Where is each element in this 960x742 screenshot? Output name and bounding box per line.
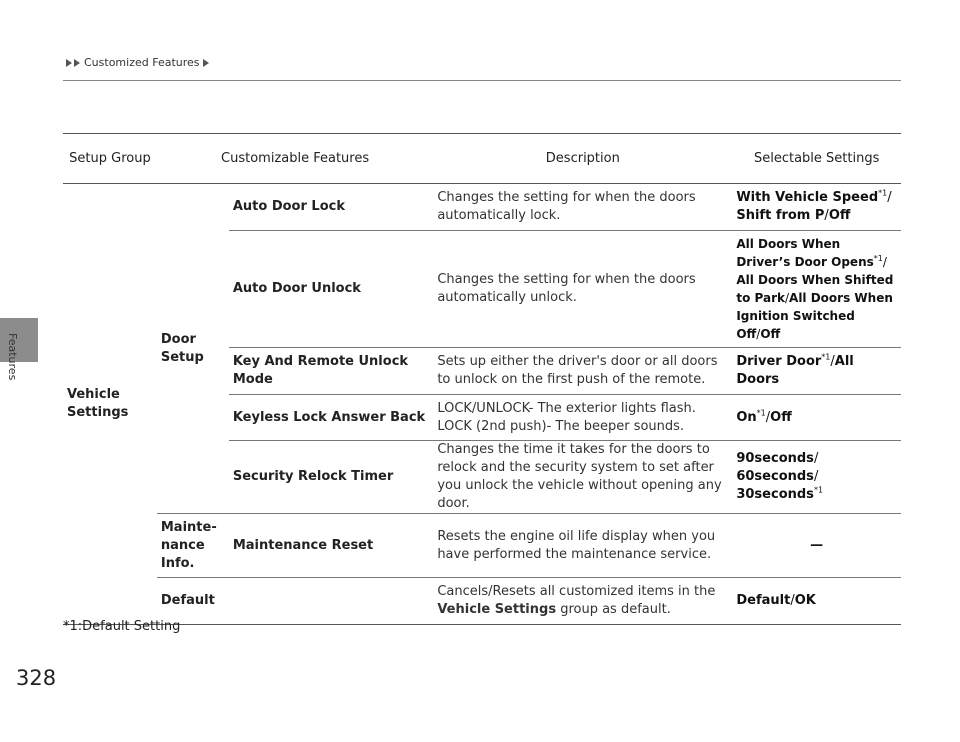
feature-settings: All Doors When Driver’s Door Opens$^{*1}$/ All Doors When Shifted to Park/All Doors When Ignition Switched Off/Off: [732, 231, 901, 348]
feature-name: Keyless Lock Answer Back: [229, 395, 433, 441]
feature-settings: With Vehicle Speed$^{*1}$/ Shift from P/Off: [732, 184, 901, 231]
header-rule: [63, 80, 901, 81]
feature-description: Changes the setting for when the doors automatically unlock.: [433, 231, 732, 348]
feature-settings: Driver Door$^{*1}$/All Doors: [732, 348, 901, 395]
feature-settings: 90seconds/ 60seconds/ 30seconds$^{*1}$: [732, 441, 901, 514]
header-description: Description: [433, 134, 732, 184]
section-label: Features: [6, 333, 19, 381]
feature-description: LOCK/UNLOCK- The exterior lights flash. LOCK (2nd push)- The beeper sounds.: [433, 395, 732, 441]
feature-settings: —: [732, 514, 901, 578]
feature-name: Maintenance Reset: [229, 514, 433, 578]
feature-name: [229, 578, 433, 625]
page-number: 328: [16, 666, 57, 690]
triangle-right-icon: [203, 59, 209, 67]
feature-description: Resets the engine oil life display when you have performed the maintenance service.: [433, 514, 732, 578]
feature-description: Sets up either the driver's door or all doors to unlock on the first push of the remote.: [433, 348, 732, 395]
feature-name: Key And Remote Unlock Mode: [229, 348, 433, 395]
footnote: *1:Default Setting: [63, 619, 181, 634]
header-setup-group: Setup Group: [63, 134, 157, 184]
triangle-right-icon: [74, 59, 80, 67]
feature-description: Changes the time it takes for the doors to relock and the security system to set after you unlock the vehicle without opening any door.: [433, 441, 732, 514]
feature-description: Changes the setting for when the doors automatically lock.: [433, 184, 732, 231]
triangle-right-icon: [66, 59, 72, 67]
feature-description: Cancels/Resets all customized items in the Vehicle Settings group as default.: [433, 578, 732, 625]
subgroup-maintenance-info: Mainte- nance Info.: [157, 514, 229, 578]
feature-settings: Default/OK: [732, 578, 901, 625]
subgroup-default: Default: [157, 578, 229, 625]
header-selectable-settings: Selectable Settings: [732, 134, 901, 184]
subgroup-door-setup: Door Setup: [157, 184, 229, 514]
feature-settings: On$^{*1}$/Off: [732, 395, 901, 441]
customized-features-table: [63, 133, 901, 625]
feature-name: Auto Door Lock: [229, 184, 433, 231]
breadcrumb: [66, 56, 211, 69]
feature-name: Security Relock Timer: [229, 441, 433, 514]
feature-name: Auto Door Unlock: [229, 231, 433, 348]
group-vehicle-settings: Vehicle Settings: [63, 184, 157, 625]
breadcrumb-label: Customized Features: [84, 56, 200, 69]
header-customizable-features: Customizable Features: [157, 134, 433, 184]
